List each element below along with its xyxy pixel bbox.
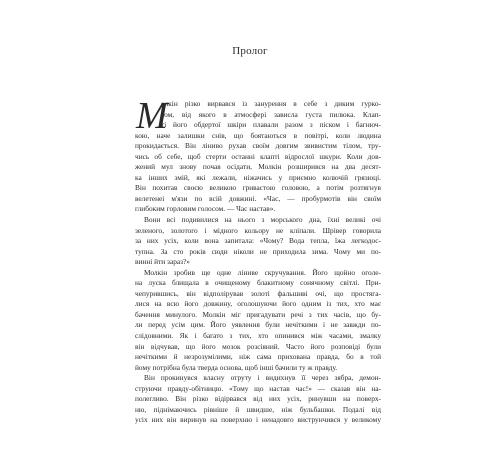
text-line: нечіткими й незрозумілими, ніж сама прихована правда, бо в той (135, 352, 381, 362)
text-line: чись об себе, щоб стерти останні клапті відрослої шкури. Коли дов- (135, 151, 381, 161)
text-line: олкін різко вирвався із занурення в себе з диким гурко- (161, 99, 381, 108)
body-text (135, 99, 381, 426)
drop-cap-letter: М (136, 95, 168, 137)
chapter-title: Пролог (232, 45, 268, 57)
text-line: Він похитав своєю великою гривастою головою, а потім розтягнув (135, 183, 381, 193)
text-line: велетенеі м'язи по всій довжині. «Час, — пробурмотів він своїм (135, 193, 381, 203)
text-line: жений мул знову почав осідати, Молкін розширився на два десят- (135, 162, 381, 172)
text-line: ли перед усім цим. Його уявлення були нечіткими і не завжди по- (135, 320, 381, 330)
text-line: він відчував, що його мозок розсіяний. Часто його розповіді були (135, 341, 381, 351)
text-line: прокидається. Він лінивo рухав своїм довгим звивистим тілом, тру- (135, 141, 381, 151)
text-line: чепурившись, він відполірував золоті фальшиві очі, що простяга- (135, 288, 381, 298)
text-line: кою, наче залишки снів, що боятаються в повітрі, коли людина (135, 130, 381, 140)
text-line: ка інших змій, які лежали, ніжачись у приємно колючій грязюці. (135, 172, 381, 182)
text-line: лися на всю його довжину, оголошуючи його одним із тих, хто має (135, 299, 381, 309)
text-line: глибоким горловим голосом. — Час настав». (135, 204, 276, 214)
text-line: усіх них він виринув на поверхню і ненадовго виструнчився у великому (135, 415, 381, 425)
text-line: зеленого, золотого і мідного кольору не кліпали. Шрівер говорила (135, 225, 381, 235)
text-line: тупна. За сто років сюди ніколи не приходила зима. Чому ми по- (135, 246, 381, 256)
text-line: винні йти зараз?» (135, 257, 190, 267)
text-line: том, від якого в атмосфері зависла густа пилюка. Клап- (161, 109, 381, 119)
text-line: на луска блищала в очищеному блакитному сонячному світлі. При- (135, 278, 381, 288)
text-line: Він прокинувся власну отруту і видихнув її через зябра, демон- (144, 373, 381, 383)
text-line: бачення минулого. Молкін міг пригадувати речі з тих часів, що бу- (135, 309, 381, 319)
text-line: Молкін зробив ще одне лінивe скручування. Його щойно оголе- (144, 267, 381, 277)
text-line: слідовними. Як і багато з тих, хто опинився між часами, змалку (135, 331, 381, 341)
text-line: полегливо. Він різко відірвався від них усіх, ринувши на поверх- (135, 394, 381, 404)
text-line: струючи правду-обітницю. «Тому що настав час!» — сказав він на- (135, 383, 381, 393)
text-line: ню, піднімаючись рівніше й швидше, ніж бульбашки. Подалі від (135, 404, 381, 414)
text-line: Вони всі подивилися на нього з морського дна, їхні великі очі (144, 215, 381, 225)
text-line: йому потрібна була тверда основа, щоб інші бачили ту ж правду. (135, 362, 338, 372)
text-line: за них усіх, коли вона запитала: «Чому? Вода тепла, їжа легкодос- (135, 236, 381, 246)
text-line: ті його обдертої шкіри плавали разом з піском і багнюч- (161, 120, 381, 130)
